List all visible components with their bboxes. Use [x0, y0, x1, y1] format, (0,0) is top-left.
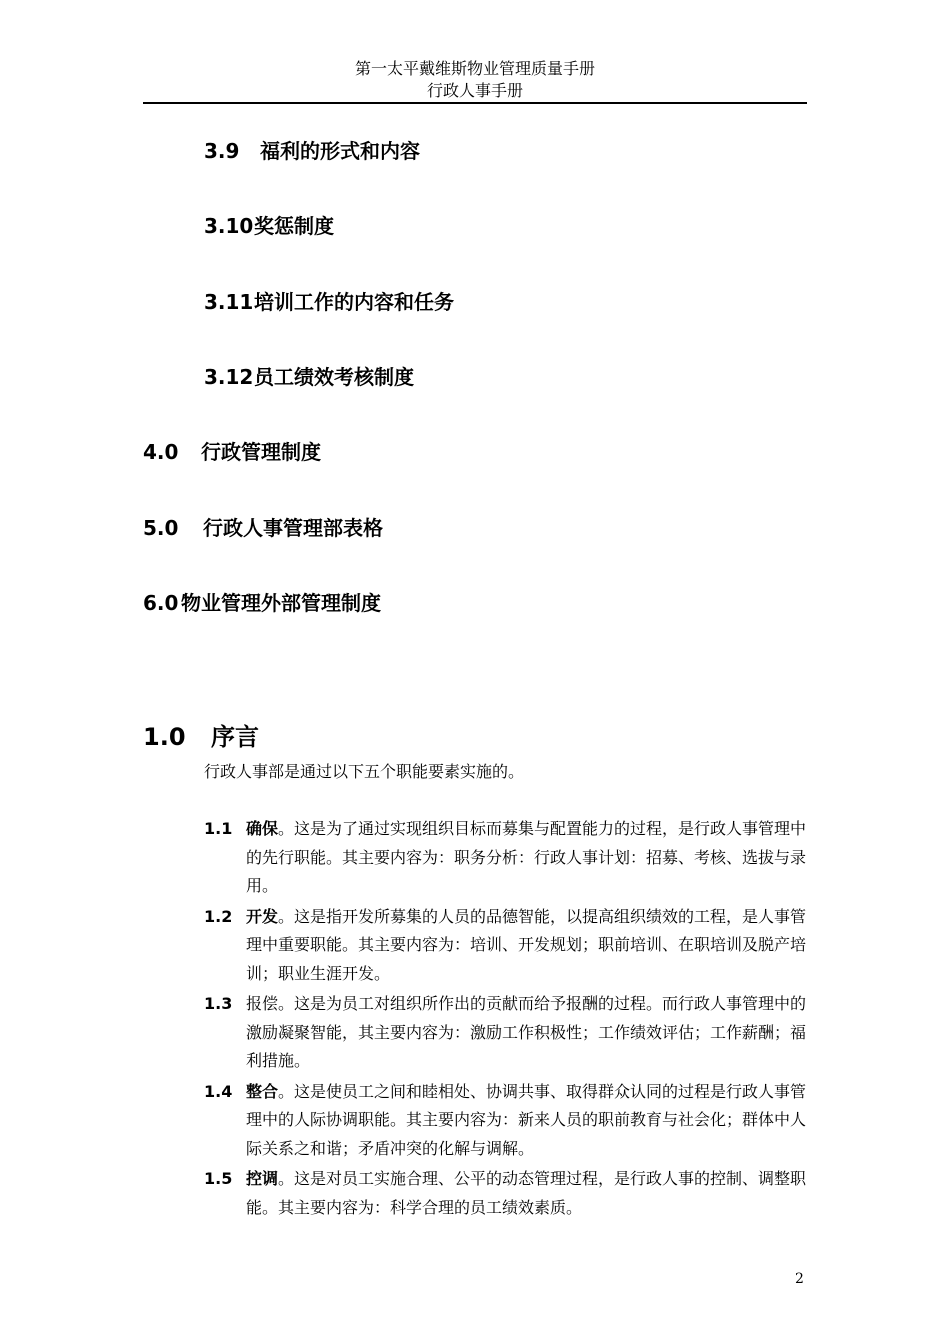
page-number: 2 [795, 1271, 804, 1287]
toc-number: 3.11 [204, 290, 254, 314]
toc-item [204, 364, 414, 390]
toc-item [204, 213, 334, 239]
toc-title: 培训工作的内容和任务 [254, 290, 454, 314]
toc-title: 行政人事管理部表格 [203, 516, 383, 540]
list-item [204, 815, 810, 901]
list-item [204, 990, 810, 1076]
toc-title: 行政管理制度 [201, 440, 321, 464]
toc-number: 5.0 [143, 516, 179, 540]
toc-item [143, 515, 383, 541]
list-term: 开发 [246, 906, 279, 926]
list-item [204, 1165, 810, 1222]
section-intro: 行政人事部是通过以下五个职能要素实施的。 [204, 762, 525, 781]
list-item [204, 1078, 810, 1164]
list-number: 1.2 [204, 906, 233, 926]
toc-number: 4.0 [143, 440, 179, 464]
toc-item [204, 289, 454, 315]
list-number: 1.3 [204, 994, 233, 1013]
list-item [204, 903, 810, 989]
toc-title: 物业管理外部管理制度 [181, 591, 381, 615]
list-body: 。这是为了通过实现组织目标而募集与配置能力的过程，是行政人事管理中的先行职能。其主要内容为：职务分析：行政人事计划：招募、考核、选拔与录用。 [246, 819, 807, 895]
header-rule [143, 102, 807, 104]
list-text [246, 1078, 810, 1164]
section-title: 序言 [211, 723, 259, 751]
manual-subtitle: 行政人事手册 [426, 81, 523, 100]
list-number: 1.1 [204, 819, 233, 838]
toc-number: 6.0 [143, 591, 179, 615]
toc-item [204, 138, 420, 164]
list-text [246, 990, 810, 1076]
manual-title: 第一太平戴维斯物业管理质量手册 [354, 59, 595, 78]
list-body: 。这是对员工实施合理、公平的动态管理过程，是行政人事的控制、调整职能。其主要内容为：科学合理的员工绩效素质。 [246, 1169, 807, 1217]
toc-title: 员工绩效考核制度 [254, 365, 414, 389]
list-text [246, 815, 810, 901]
list-term: 确保 [246, 819, 279, 838]
list-text [246, 1165, 810, 1222]
list-body: 。这是使员工之间和睦相处、协调共事、取得群众认同的过程是行政人事管理中的人际协调职能。其主要内容为：新来人员的职前教育与社会化；群体中人际关系之和谐；矛盾冲突的化解与调解。 [246, 1081, 807, 1158]
list-body: 。这是指开发所募集的人员的品德智能，以提高组织绩效的工程，是人事管理中重要职能。其主要内容为：培训、开发规划；职前培训、在职培训及脱产培训；职业生涯开发。 [246, 906, 807, 983]
list-number: 1.4 [204, 1081, 233, 1101]
toc-number: 3.9 [204, 139, 240, 163]
section-heading [143, 722, 259, 752]
toc-title: 奖惩制度 [254, 214, 334, 238]
list-term: 整合 [246, 1081, 279, 1101]
toc-item [143, 439, 321, 465]
list-number: 1.5 [204, 1169, 233, 1188]
list-text [246, 903, 810, 989]
toc-number: 3.12 [204, 365, 254, 389]
list-term: 控调 [246, 1169, 279, 1188]
page-header [143, 58, 807, 102]
section-number: 1.0 [143, 723, 186, 751]
toc-item [143, 590, 381, 616]
list-body: 报偿。这是为员工对组织所作出的贡献而给予报酬的过程。而行政人事管理中的激励凝聚智能，其主要内容为：激励工作积极性；工作绩效评估；工作薪酬；福利措施。 [246, 994, 807, 1070]
function-list [204, 815, 810, 1224]
toc-title: 福利的形式和内容 [260, 139, 420, 163]
toc-number: 3.10 [204, 214, 254, 238]
